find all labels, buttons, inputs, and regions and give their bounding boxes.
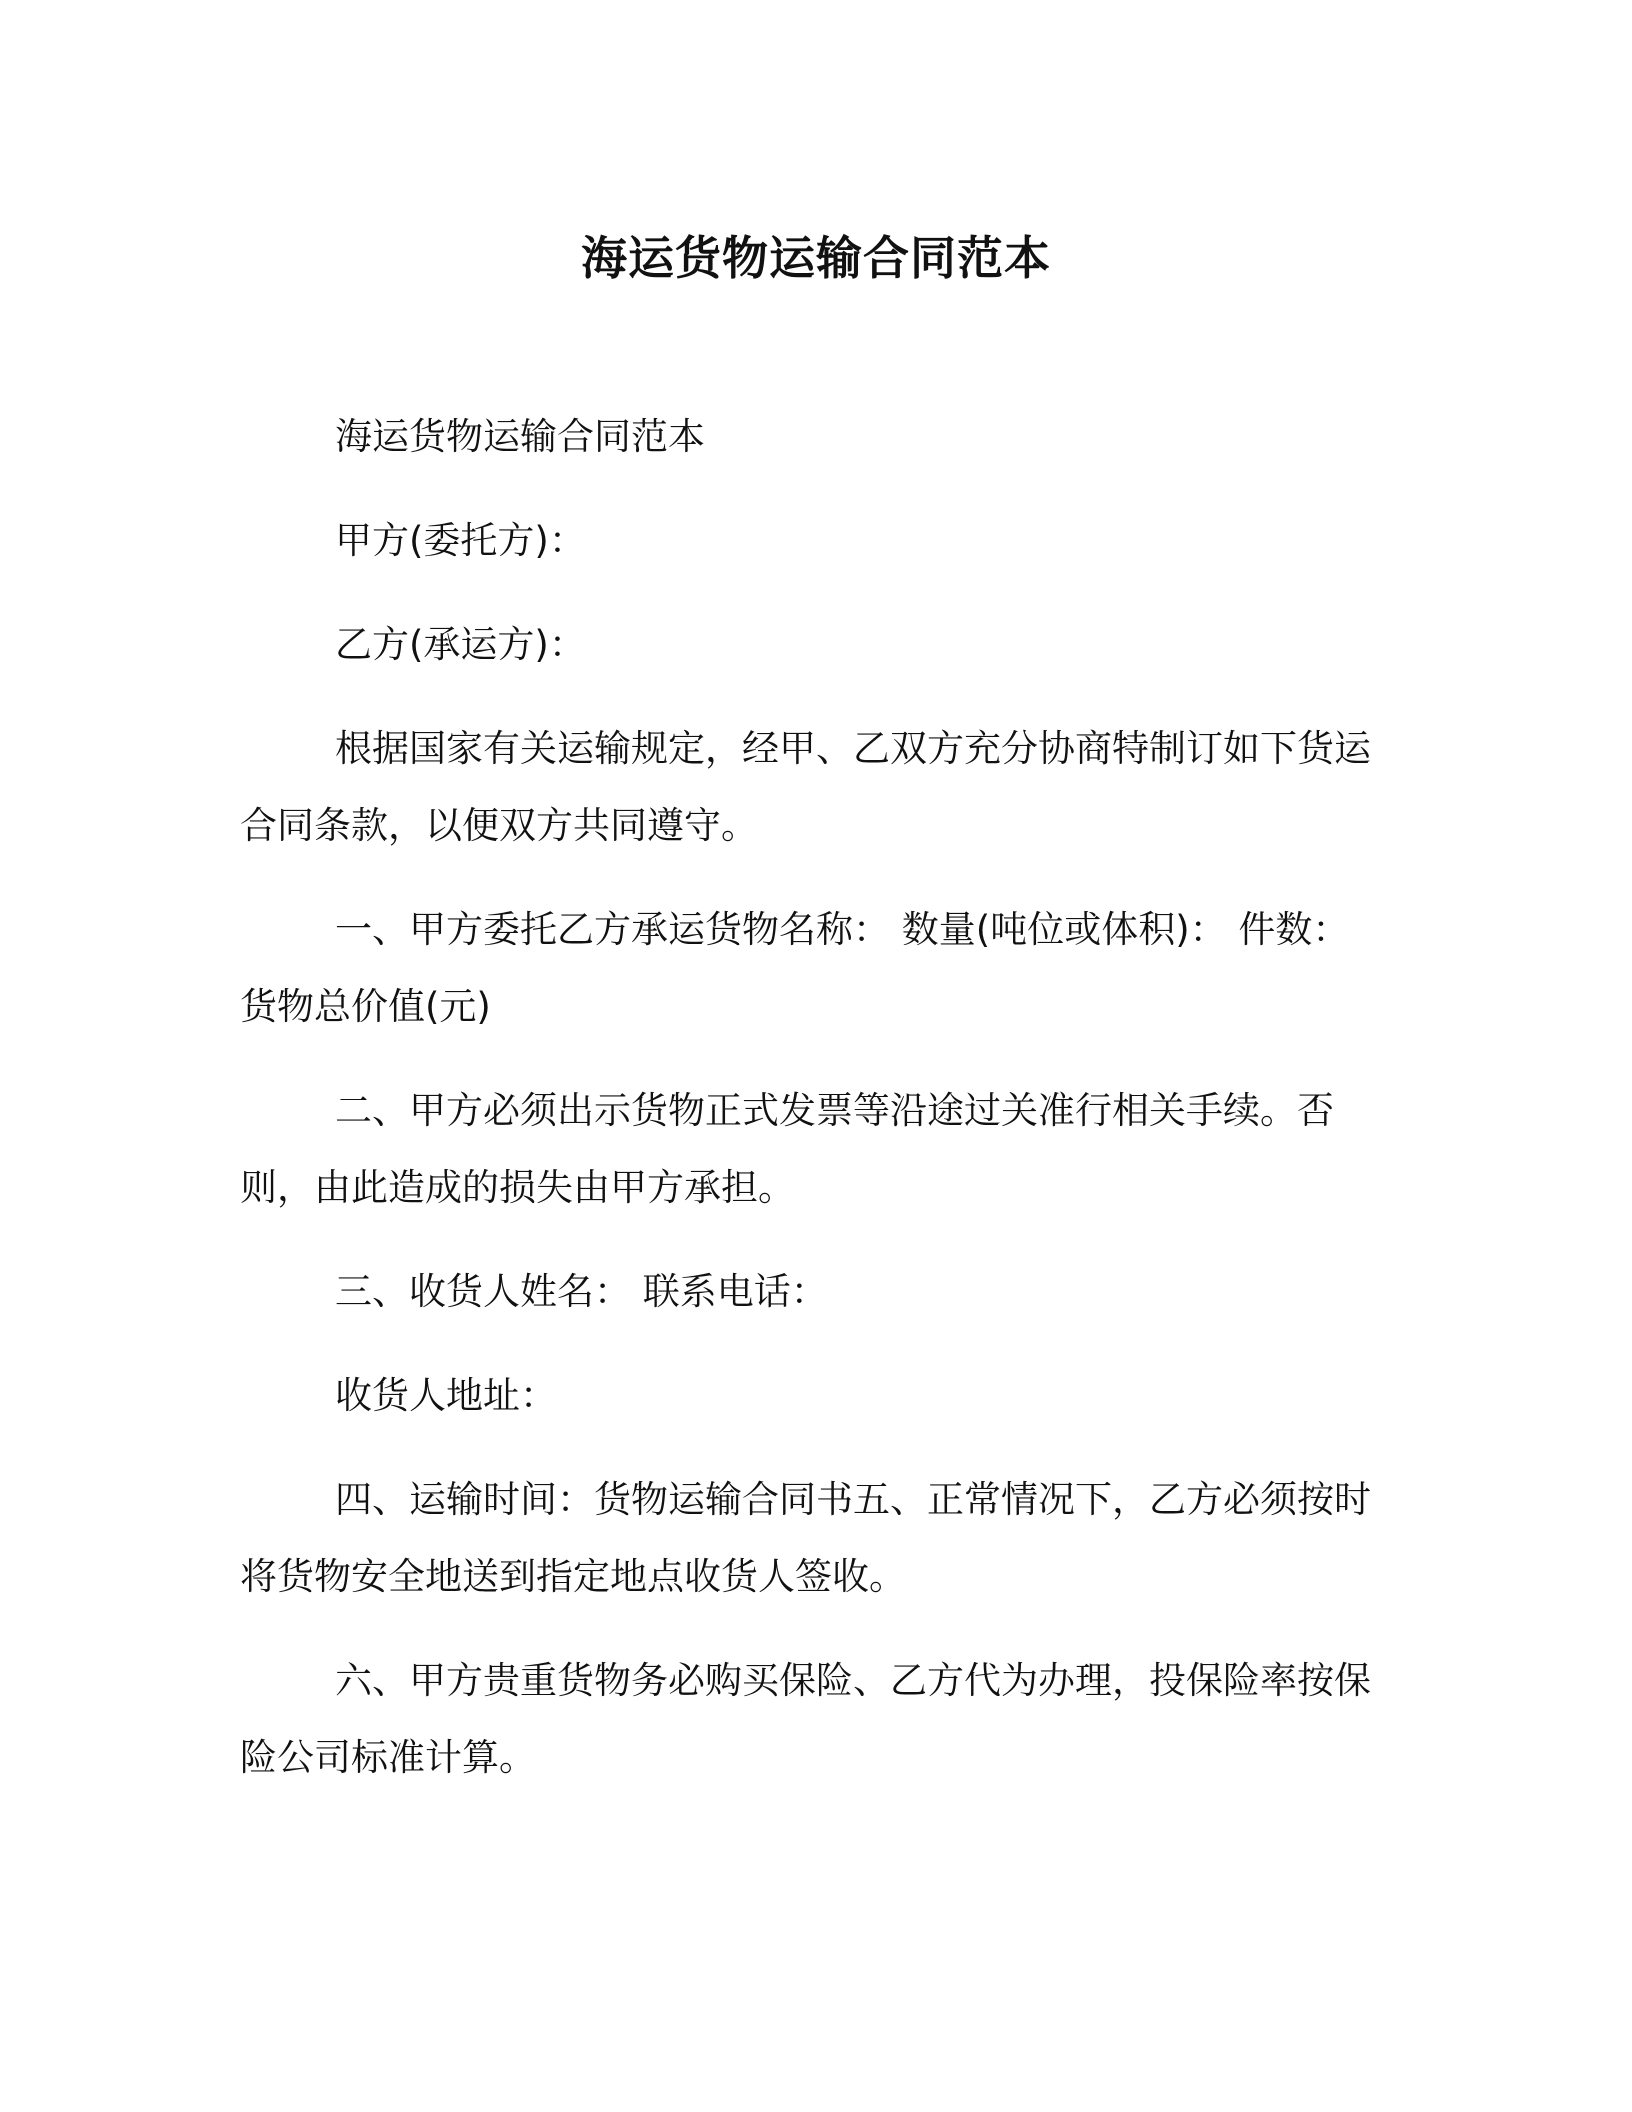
paragraph-preamble: 根据国家有关运输规定，经甲、乙双方充分协商特制订如下货运合同条款，以便双方共同遵守。 bbox=[240, 727, 1371, 847]
paragraph-party-a: 甲方(委托方)： bbox=[335, 519, 586, 562]
document-title: 海运货物运输合同范本 bbox=[581, 231, 1051, 285]
paragraph-clause-2: 二、甲方必须出示货物正式发票等沿途过关准行相关手续。否则，由此造成的损失由甲方承担。 bbox=[240, 1089, 1334, 1209]
paragraph-clause-6: 六、甲方贵重货物务必购买保险、乙方代为办理，投保险率按保险公司标准计算。 bbox=[240, 1659, 1371, 1779]
paragraph-consignee-address: 收货人地址： bbox=[335, 1374, 557, 1417]
paragraph-clause-4-5: 四、运输时间：货物运输合同书五、正常情况下，乙方必须按时将货物安全地送到指定地点收货人签收。 bbox=[240, 1478, 1371, 1598]
paragraph-party-b: 乙方(承运方)： bbox=[335, 623, 586, 666]
document-body bbox=[240, 398, 1380, 1823]
paragraph-subtitle: 海运货物运输合同范本 bbox=[335, 415, 705, 458]
paragraph-clause-3: 三、收货人姓名： 联系电话： bbox=[335, 1270, 828, 1313]
paragraph-clause-1: 一、甲方委托乙方承运货物名称： 数量(吨位或体积)： 件数：货物总价值(元) bbox=[240, 908, 1350, 1028]
